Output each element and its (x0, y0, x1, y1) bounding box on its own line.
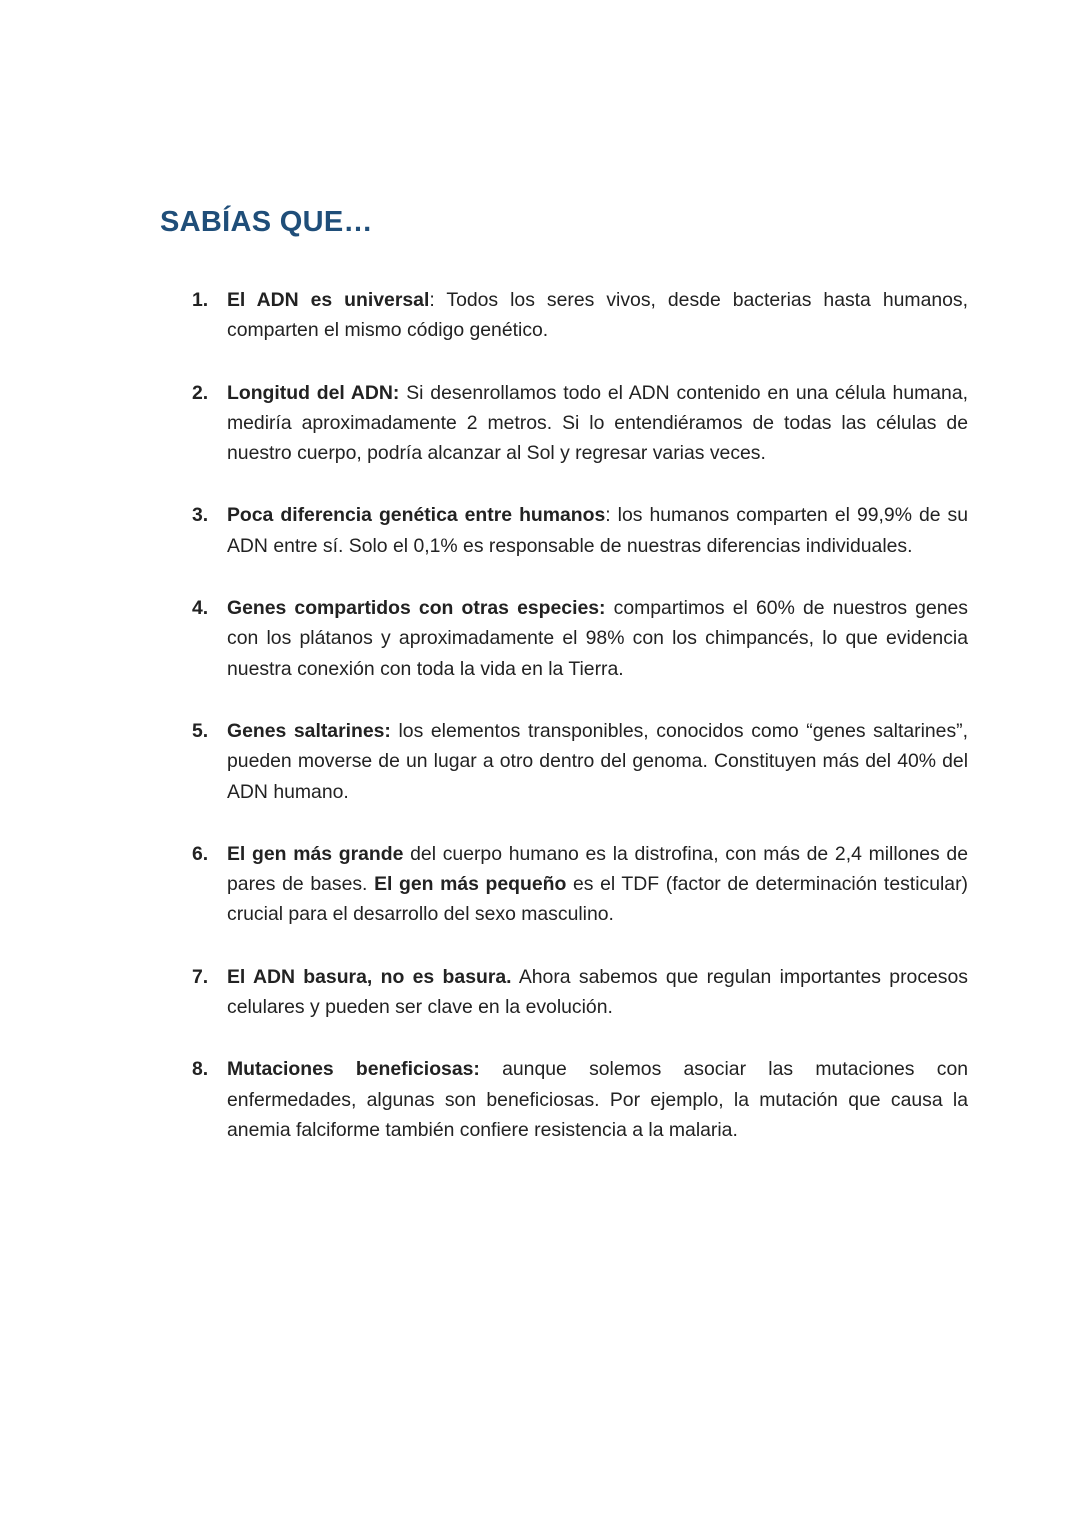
facts-list (192, 285, 968, 1177)
fact-number: 6. (192, 842, 209, 865)
fact-text: del cuerpo humano es la distrofina, con más de 2,4 millones de pares de bases. (227, 842, 968, 896)
fact-term: Mutaciones beneficiosas: (227, 1058, 480, 1081)
fact-item-2 (192, 378, 968, 469)
fact-text: : Todos los seres vivos, desde bacterias hasta humanos, comparten el mismo código genético. (227, 289, 969, 342)
fact-item-3 (192, 500, 968, 561)
fact-text: Ahora sabemos que regulan importantes procesos celulares y pueden ser clave en la evolución. (227, 965, 968, 1019)
fact-term: Genes saltarines: (227, 719, 391, 742)
fact-text: Si desenrollamos todo el ADN contenido en una célula humana, mediría aproximadamente 2 metros. Si lo entendiéramos de todas las células de nuestro cuerpo, podría alcanzar al Sol y regresar varias veces. (227, 381, 969, 465)
fact-item-5 (192, 716, 968, 807)
fact-number: 7. (192, 965, 209, 988)
fact-number: 2. (192, 381, 209, 404)
fact-text: aunque solemos asociar las mutaciones con enfermedades, algunas son beneficiosas. Por ejemplo, la mutación que causa la anemia falciforme también confiere resistencia a la malaria. (227, 1058, 969, 1141)
fact-item-4 (192, 593, 968, 684)
fact-term: Genes compartidos con otras especies: (227, 597, 606, 620)
fact-text-secondary: es el TDF (factor de determinación testicular) crucial para el desarrollo del sexo masculino. (227, 873, 968, 926)
fact-text: los elementos transponibles, conocidos como “genes saltarines”, pueden moverse de un lugar a otro dentro del genoma. Constituyen más del 40% del ADN humano. (227, 719, 968, 803)
fact-term: Longitud del ADN: (227, 381, 400, 404)
fact-term: El ADN basura, no es basura. (227, 965, 512, 988)
fact-term: El ADN es universal (227, 289, 430, 311)
fact-item-1 (192, 285, 968, 346)
fact-item-6 (192, 839, 968, 930)
fact-number: 5. (192, 719, 209, 742)
page-title: SABÍAS QUE… (160, 206, 373, 238)
fact-term: El gen más grande (227, 842, 404, 865)
fact-number: 1. (192, 289, 209, 311)
fact-number: 8. (192, 1058, 209, 1081)
fact-term-secondary: El gen más pequeño (374, 873, 567, 896)
fact-item-8 (192, 1054, 968, 1145)
fact-number: 4. (192, 597, 209, 620)
fact-text: compartimos el 60% de nuestros genes con los plátanos y aproximadamente el 98% con los chimpancés, lo que evidencia nuestra conexión con toda la vida en la Tierra. (227, 597, 969, 680)
fact-item-7 (192, 962, 968, 1023)
fact-term: Poca diferencia genética entre humanos (227, 504, 606, 527)
fact-text: : los humanos comparten el 99,9% de su ADN entre sí. Solo el 0,1% es responsable de nuestras diferencias individuales. (227, 504, 968, 557)
fact-number: 3. (192, 504, 209, 527)
